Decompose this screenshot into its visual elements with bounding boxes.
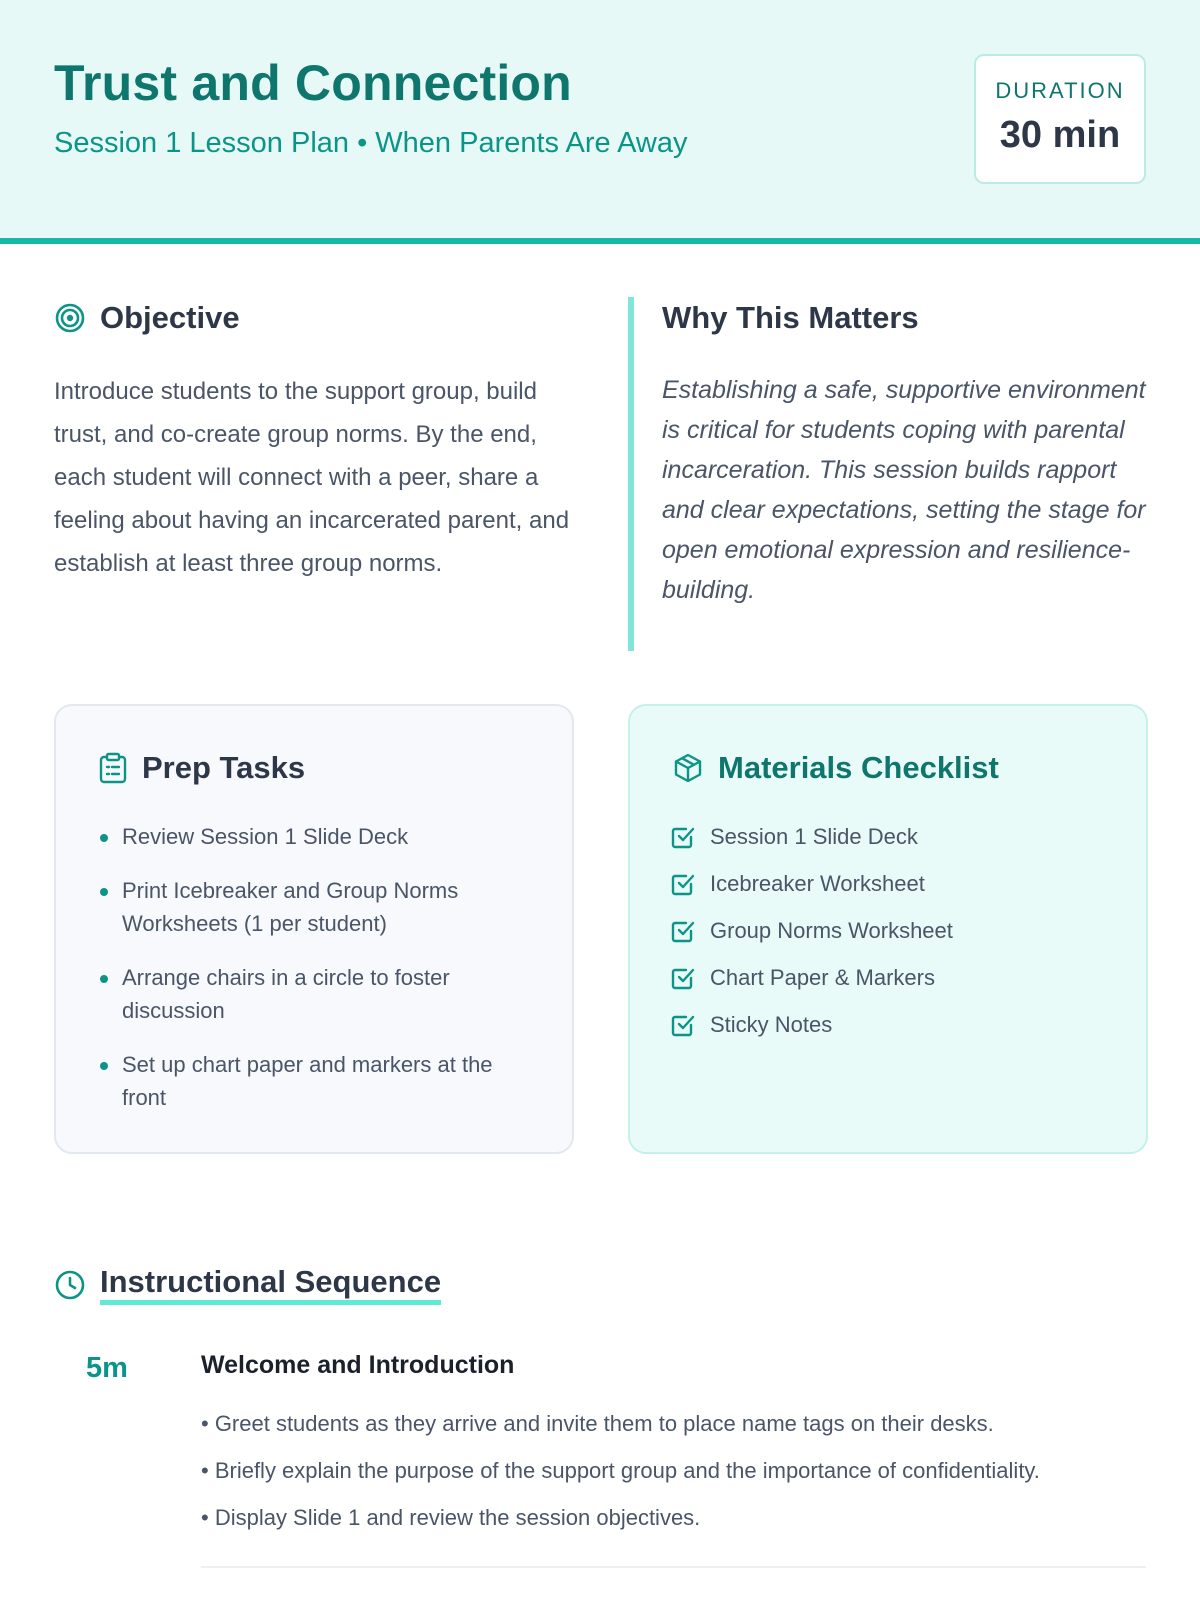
- bullet-icon: [100, 1062, 108, 1070]
- sequence-heading-label: Instructional Sequence: [100, 1264, 441, 1305]
- duration-badge: [974, 54, 1146, 184]
- why-heading: [662, 300, 919, 336]
- checkbox-checked-icon: [670, 824, 696, 850]
- checkbox-checked-icon: [670, 965, 696, 991]
- checkbox-checked-icon: [670, 871, 696, 897]
- checklist-item-label: Session 1 Slide Deck: [710, 824, 918, 849]
- target-icon: [54, 302, 86, 334]
- materials-list: [670, 822, 953, 1057]
- clipboard-icon: [98, 752, 128, 784]
- list-item-text: Arrange chairs in a circle to foster discussion: [122, 965, 450, 1023]
- checklist-item: [670, 963, 953, 993]
- why-text: Establishing a safe, supportive environment is critical for students coping with parental incarceration. This session builds rapport and clear expectations, setting the stage for open emotional expression and resilience-building.: [662, 376, 1146, 604]
- prep-tasks-heading: [98, 750, 305, 786]
- why-heading-label: Why This Matters: [662, 300, 919, 335]
- list-item: [98, 820, 538, 853]
- checklist-item: [670, 869, 953, 899]
- list-item-text: Review Session 1 Slide Deck: [122, 824, 409, 849]
- duration-label: DURATION: [995, 78, 1125, 103]
- step-title: Welcome and Introduction: [201, 1351, 515, 1379]
- why-accent-bar: [628, 297, 634, 651]
- list-item: • Display Slide 1 and review the session objectives.: [201, 1505, 701, 1530]
- objective-heading: [54, 300, 240, 336]
- sequence-heading: [54, 1264, 441, 1305]
- list-item-text: Set up chart paper and markers at the front: [122, 1052, 493, 1110]
- checklist-item: [670, 822, 953, 852]
- prep-tasks-card: [54, 704, 574, 1154]
- clock-icon: [54, 1269, 86, 1301]
- bullet-icon: [100, 888, 108, 896]
- checklist-item: [670, 916, 953, 946]
- materials-heading: [672, 750, 999, 786]
- objective-text: Introduce students to the support group, build trust, and co-create group norms. By the end, each student will connect with a peer, share a feeling about having an incarcerated parent, and establish at least three group norms.: [54, 378, 570, 577]
- step-duration: 5m: [86, 1352, 128, 1384]
- list-item: • Greet students as they arrive and invite them to place name tags on their desks.: [201, 1411, 994, 1436]
- bullet-icon: [100, 834, 108, 842]
- prep-tasks-heading-label: Prep Tasks: [142, 750, 306, 785]
- page-title: Trust and Connection: [54, 55, 572, 111]
- checklist-item-label: Sticky Notes: [710, 1012, 833, 1037]
- header-banner: [0, 0, 1200, 244]
- materials-card: [628, 704, 1148, 1154]
- list-item: [98, 874, 538, 940]
- list-item: [98, 1048, 538, 1114]
- list-item-text: Print Icebreaker and Group Norms Worksheets (1 per student): [122, 878, 459, 936]
- checkbox-checked-icon: [670, 918, 696, 944]
- step-bullet-list: [201, 1400, 1040, 1541]
- checklist-item: [670, 1010, 953, 1040]
- prep-tasks-list: [98, 820, 538, 1135]
- list-item: [98, 961, 538, 1027]
- checkbox-checked-icon: [670, 1012, 696, 1038]
- duration-value: 30 min: [999, 114, 1121, 156]
- checklist-item-label: Chart Paper & Markers: [710, 965, 935, 990]
- bullet-icon: [100, 975, 108, 983]
- step-divider: [201, 1566, 1146, 1568]
- checklist-item-label: Group Norms Worksheet: [710, 918, 953, 943]
- checklist-item-label: Icebreaker Worksheet: [710, 871, 925, 896]
- page-subtitle: Session 1 Lesson Plan • When Parents Are Away: [54, 127, 688, 159]
- package-icon: [672, 752, 704, 784]
- objective-heading-label: Objective: [100, 300, 240, 335]
- list-item: • Briefly explain the purpose of the support group and the importance of confidentiality.: [201, 1458, 1040, 1483]
- materials-heading-label: Materials Checklist: [718, 750, 999, 785]
